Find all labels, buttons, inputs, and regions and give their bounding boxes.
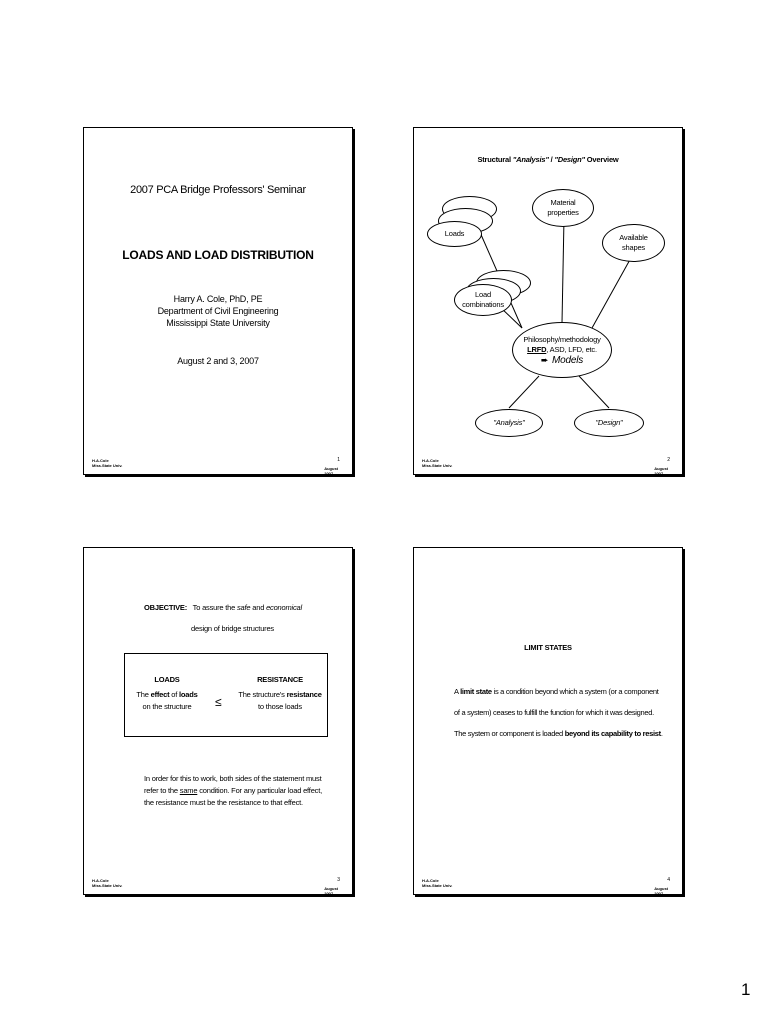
connector-material xyxy=(562,218,564,323)
footer-right: August 2007 xyxy=(324,466,338,476)
slide-1 xyxy=(83,127,353,475)
loads-column: LOADS The effect of loads on the structure xyxy=(136,675,198,711)
footer-right: August 2007 xyxy=(654,466,668,476)
slide-number: 3 xyxy=(337,877,340,883)
limit-state-definition: A limit state is a condition beyond which a system (or a component of a system) ceases to fulfill the function for which it was designed. The system or component is loaded beyond its capability to resist. xyxy=(454,687,663,738)
shapes-node: Available shapes xyxy=(602,224,665,262)
author-block xyxy=(84,293,352,329)
design-node: "Design" xyxy=(574,409,644,437)
philosophy-node: Philosophy/methodology LRFD, ASD, LFD, etc. ➨ Models xyxy=(512,322,612,378)
page-number: 1 xyxy=(741,980,751,999)
slide-number: 2 xyxy=(667,457,670,463)
connector-shapes xyxy=(592,256,632,328)
connector-analysis xyxy=(509,376,539,408)
slide-number: 4 xyxy=(667,877,670,883)
resistance-column: RESISTANCE The structure's resistance to those loads xyxy=(238,675,322,711)
author-name: Harry A. Cole, PhD, PE xyxy=(173,294,263,304)
slide-title: Structural "Analysis" / "Design" Overview xyxy=(477,155,619,164)
seminar-date: August 2 and 3, 2007 xyxy=(177,356,259,366)
university: Mississippi State University xyxy=(166,318,270,328)
arrow-icon: ➨ xyxy=(540,354,549,365)
explanatory-note: In order for this to work, both sides of the statement must refer to the same condition. For any particular load effect, the resistance must be the resistance to that effect. xyxy=(144,774,322,807)
footer-right: August 2007 xyxy=(324,886,338,896)
slide-title: LOADS AND LOAD DISTRIBUTION xyxy=(122,248,314,262)
objective: OBJECTIVE: To assure the safe and economical design of bridge structures xyxy=(144,603,302,633)
footer-left: H.A.Cole Miss.State Univ. xyxy=(422,458,453,468)
analysis-node: "Analysis" xyxy=(475,409,543,437)
material-node: Material properties xyxy=(532,189,594,227)
slide-title: LIMIT STATES xyxy=(524,643,572,652)
footer-right: August 2007 xyxy=(654,886,668,896)
footer-left: H.A.Cole Miss.State Univ. xyxy=(92,458,123,468)
seminar-title: 2007 PCA Bridge Professors' Seminar xyxy=(130,184,306,196)
slide-4 xyxy=(413,547,683,895)
comparison-box xyxy=(124,653,328,737)
loads-node: Loads xyxy=(427,221,482,247)
combinations-node: Load combinations xyxy=(454,284,512,316)
less-equal-symbol: ≤ xyxy=(215,695,222,709)
connector-design xyxy=(579,376,609,408)
department: Department of Civil Engineering xyxy=(157,306,279,316)
slide-2 xyxy=(413,127,683,475)
slide-number: 1 xyxy=(337,457,340,463)
footer-left: H.A.Cole Miss.State Univ. xyxy=(422,878,453,888)
footer-left: H.A.Cole Miss.State Univ. xyxy=(92,878,123,888)
slide-3 xyxy=(83,547,353,895)
